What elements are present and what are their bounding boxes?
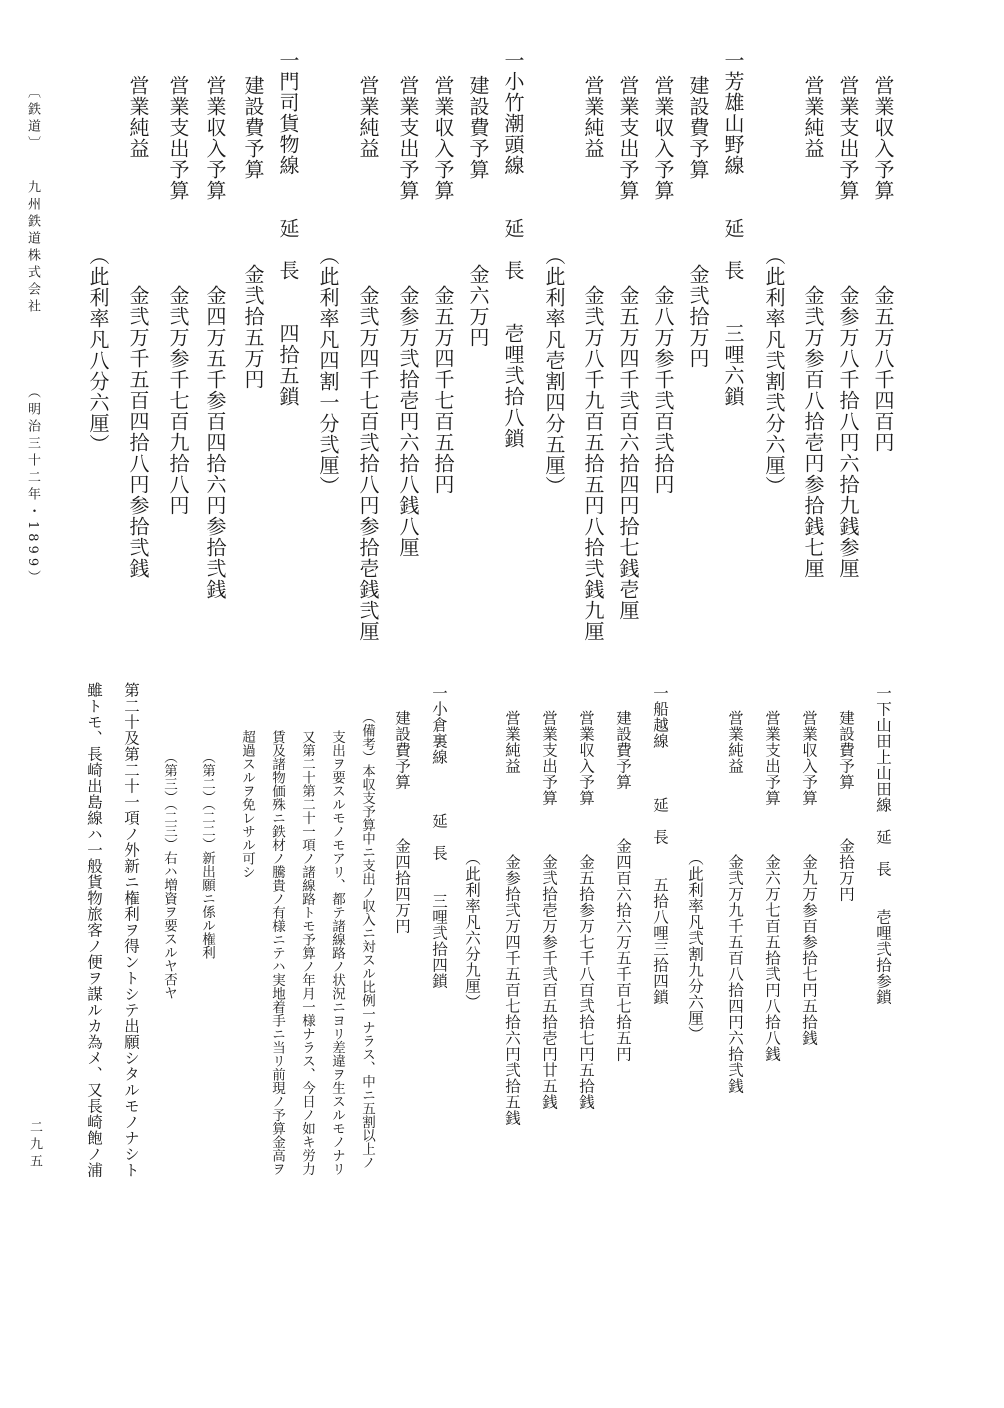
top-line: 営業純益 金弐万八千九百五拾五円八拾弐銭九厘 xyxy=(581,75,605,642)
remark-line: （備考）本収支予算中ニ支出ノ収入ニ対スル比例一ナラス、中ニ五割以上ノ xyxy=(359,710,375,1169)
remark-line: 賃及諸物価殊ニ鉄材ノ騰貴ノ有様ニテハ実地着手ニ当リ前現ノ予算金高ヲ xyxy=(269,730,285,1176)
body-line: 第二十及第二十一項ノ外新ニ権利ヲ得ントシテ出願シタルモノナシト xyxy=(122,682,140,1178)
item-line: （第三）（二三）右ハ増資ヲ要スルヤ否ヤ xyxy=(161,750,177,1000)
header-era: （明治三十二年・1899） xyxy=(25,385,40,588)
section-heading: 一小倉裏線 延 長 三哩弐拾四鎖 xyxy=(430,685,448,989)
top-line: 建設費予算 金六万円 xyxy=(466,75,490,348)
top-line: 営業支出予算 金弐万参千七百九拾八円 xyxy=(166,75,190,516)
remark-line: 又第二十第二十一項ノ諸線路トモ予算ノ年月一様ナラス、今日ノ如キ労力 xyxy=(299,730,315,1176)
top-line: 営業純益 金弐万四千七百弐拾八円参拾壱銭弐厘 xyxy=(356,75,380,642)
top-line: 営業収入予算 金五万四千七百五拾円 xyxy=(431,75,455,495)
section-heading: 一門司貨物線 延 長 四拾五鎖 xyxy=(276,50,300,407)
bottom-line: 建設費予算 金四拾四万円 xyxy=(393,710,411,934)
top-line: 営業収入予算 金五万八千四百円 xyxy=(871,75,895,453)
bottom-line: 建設費予算 金四百六拾六万五千百七拾五円 xyxy=(614,710,632,1062)
top-line: 営業支出予算 金参万弐拾壱円六拾八銭八厘 xyxy=(396,75,420,558)
bottom-line: 営業収入予算 金五拾参万七千八百弐拾七円五拾銭 xyxy=(577,710,595,1110)
bottom-line: 営業支出予算 金弐拾壱万参千弐百五拾壱円廿五銭 xyxy=(540,710,558,1110)
top-note: （此利率凡弐割弐分六厘） xyxy=(762,245,786,497)
section-heading: 一小竹潮頭線 延 長 壱哩弐拾八鎖 xyxy=(501,50,525,449)
top-note: （此利率凡四割一分弐厘） xyxy=(316,245,340,497)
header-company: 九州鉄道株式会社 xyxy=(25,180,40,316)
top-line: 建設費予算 金弐拾万円 xyxy=(686,75,710,369)
remark-line: 支出ヲ要スルモノモアリ、都テ諸線路ノ状況ニヨリ差違ヲ生スルモノナリ xyxy=(329,730,345,1176)
bottom-note: （此利率凡六分九厘） xyxy=(463,850,481,1010)
top-line: 営業支出予算 金五万四千弐百六拾四円拾七銭壱厘 xyxy=(616,75,640,621)
bottom-note: （此利率凡弐割九分六厘） xyxy=(686,850,704,1042)
remark-line: 超過スルヲ免レサル可シ xyxy=(239,730,255,879)
top-line: 営業純益 金弐万千五百四拾八円参拾弐銭 xyxy=(126,75,150,579)
top-line: 営業純益 金弐万参百八拾壱円参拾銭七厘 xyxy=(801,75,825,579)
section-heading: 一下山田上山田線 延 長 壱哩弐拾参鎖 xyxy=(874,685,892,1005)
top-line: 営業収入予算 金八万参千弐百弐拾円 xyxy=(651,75,675,495)
bottom-line: 営業純益 金弐万九千五百八拾四円六拾弐銭 xyxy=(726,710,744,1094)
top-line: 営業支出予算 金参万八千拾八円六拾九銭参厘 xyxy=(836,75,860,579)
header-category: 〔鉄道〕 xyxy=(25,85,40,153)
bottom-line: 営業純益 金参拾弐万四千五百七拾六円弐拾五銭 xyxy=(503,710,521,1126)
top-note: （此利率凡八分六厘） xyxy=(86,245,110,455)
section-heading: 一芳雄山野線 延 長 三哩六鎖 xyxy=(721,50,745,407)
bottom-line: 営業支出予算 金六万七百五拾弐円八拾八銭 xyxy=(763,710,781,1062)
section-heading: 一船越線 延 長 五拾八哩三拾四鎖 xyxy=(651,685,669,1005)
page-number: 二九五 xyxy=(27,1120,42,1171)
bottom-line: 建設費予算 金拾万円 xyxy=(837,710,855,902)
bottom-line: 営業収入予算 金九万参百参拾七円五拾銭 xyxy=(800,710,818,1046)
top-line: 営業収入予算 金四万五千参百四拾六円参拾弐銭 xyxy=(203,75,227,600)
top-note: （此利率凡壱割四分五厘） xyxy=(542,245,566,497)
top-line: 建設費予算 金弐拾五万円 xyxy=(241,75,265,390)
item-line: （第二）（二二）新出願ニ係ル権利 xyxy=(199,750,215,960)
body-line: 雖トモ、長崎出島線ハ一般貨物旅客ノ便ヲ謀ルカ為メ、又長崎飽ノ浦 xyxy=(85,682,103,1178)
